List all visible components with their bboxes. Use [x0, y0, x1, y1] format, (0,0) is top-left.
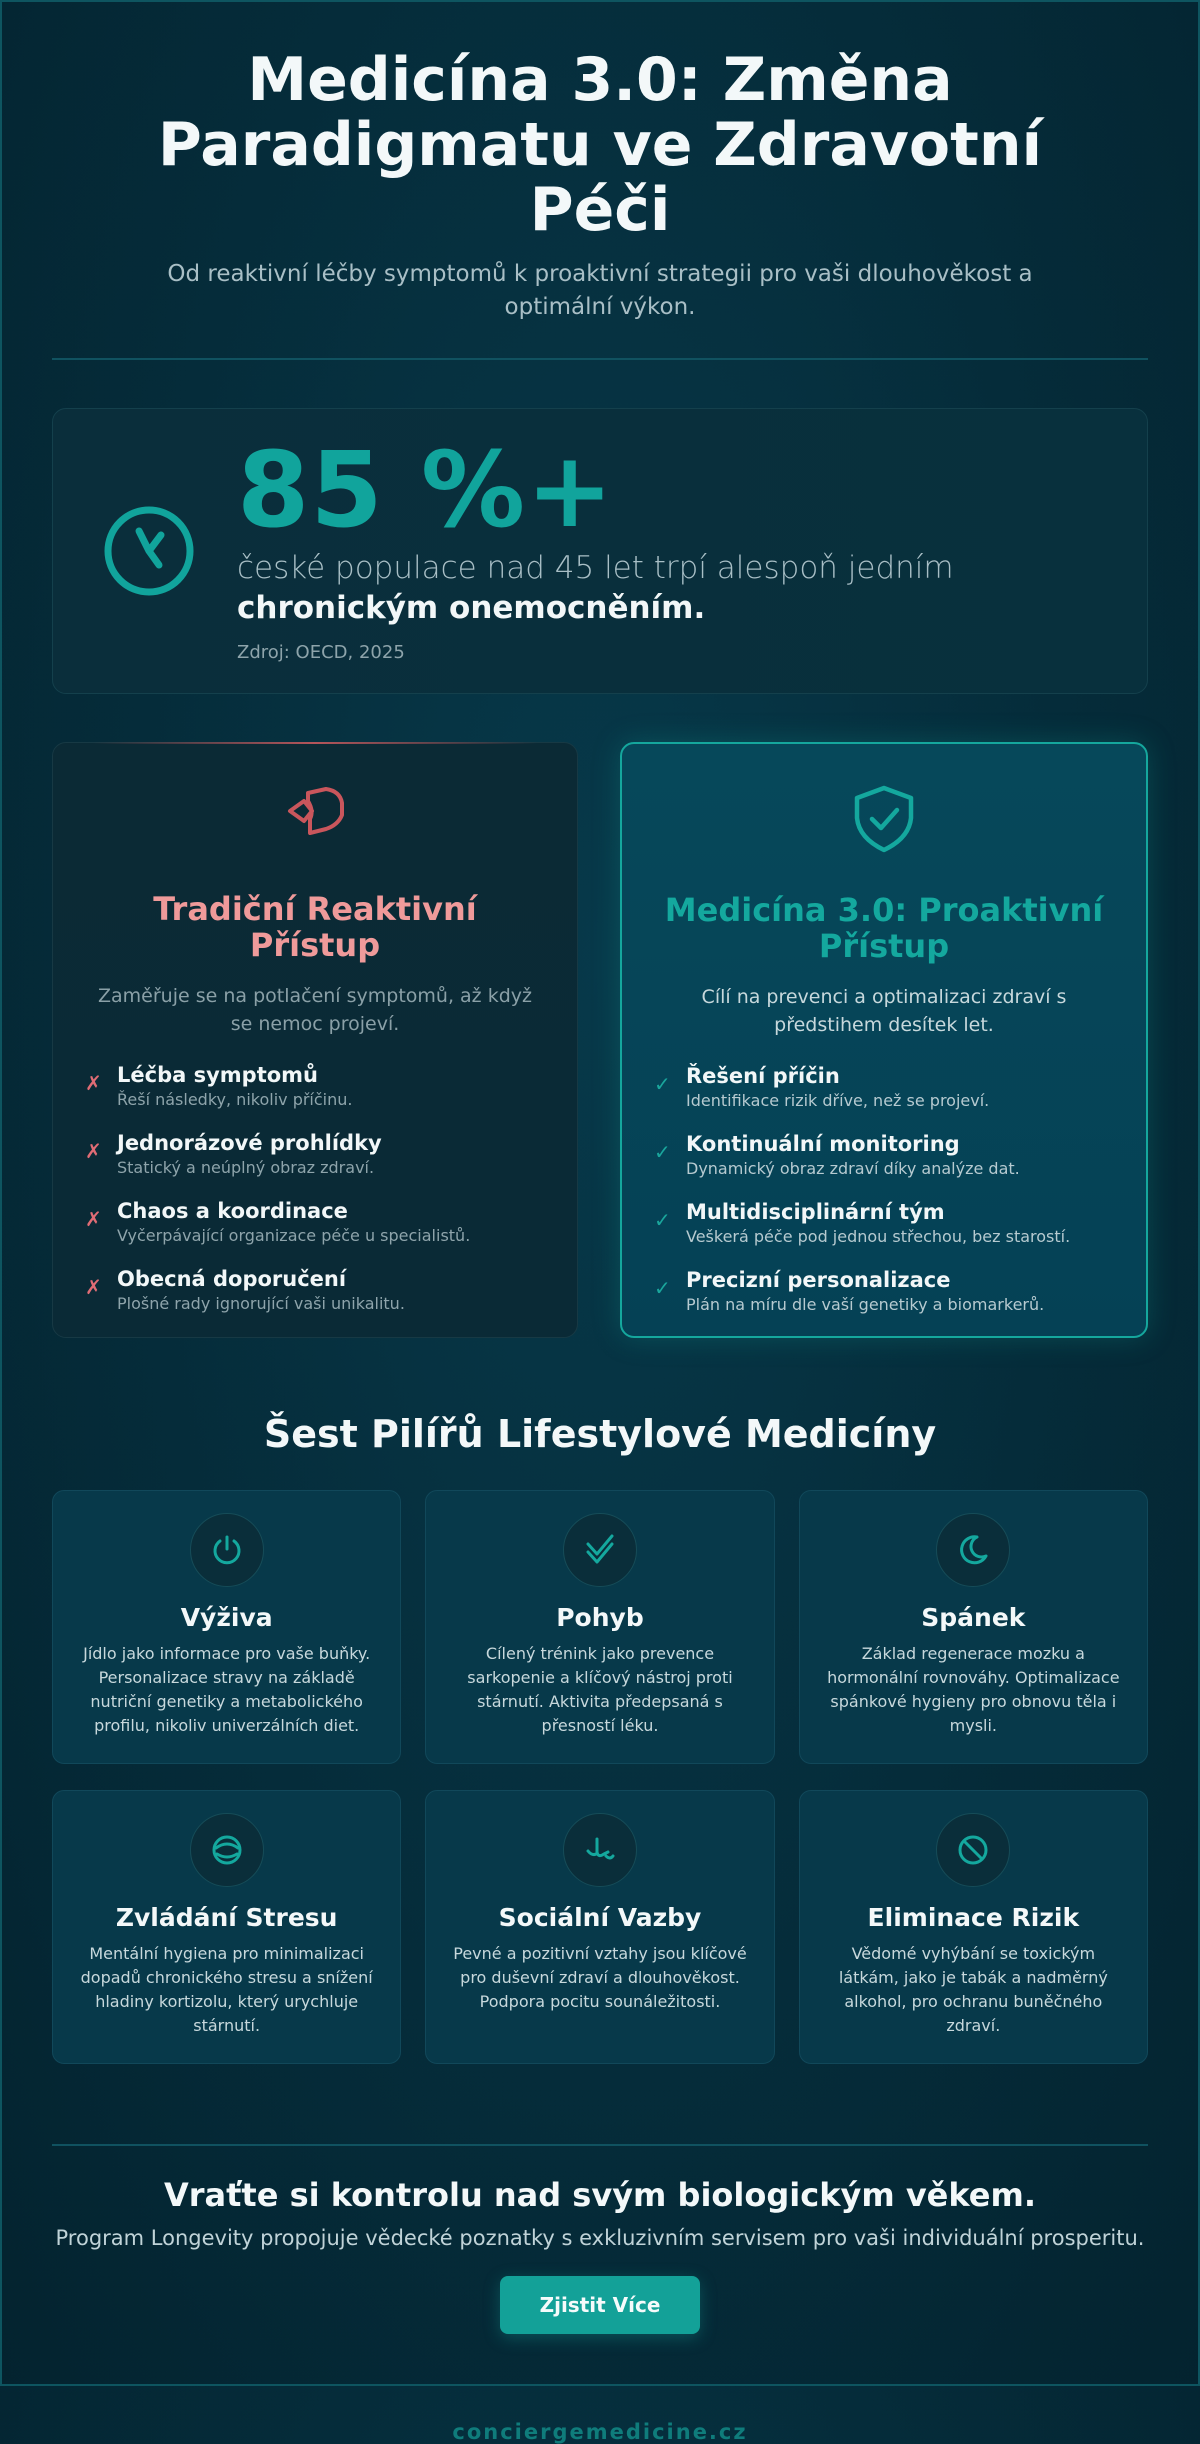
proactive-title: Medicína 3.0: Proaktivní Přístup [664, 890, 1104, 966]
pillar-icon-circle [190, 1513, 264, 1587]
page-title: Medicína 3.0: Změna Paradigmatu ve Zdravotní Péči [157, 45, 1043, 245]
pillar-title: Pohyb [556, 1602, 644, 1632]
item-description: Řeší následky, nikoliv příčinu. [117, 1089, 353, 1109]
check-icon: ✓ [654, 1139, 671, 1164]
proactive-approach-card [620, 742, 1148, 1338]
list-item [85, 1131, 547, 1177]
approach-comparison [52, 742, 1148, 1338]
statistic-number: 85 %+ [237, 429, 615, 552]
list-item [85, 1267, 547, 1313]
check-icon: ✓ [654, 1275, 671, 1300]
item-description: Vyčerpávající organizace péče u specialistů. [117, 1225, 471, 1245]
statistic-line-2: chronickým onemocněním. [237, 590, 706, 627]
brain-icon [209, 1832, 245, 1868]
item-description: Dynamický obraz zdraví díky analýze dat. [686, 1158, 1020, 1178]
footer-domain: conciergemedicine.cz [452, 2419, 748, 2444]
item-description: Veškerá péče pod jednou střechou, bez starostí. [686, 1226, 1071, 1246]
cross-icon: ✗ [85, 1138, 102, 1163]
pillar-icon-circle [563, 1513, 637, 1587]
learn-more-button[interactable]: Zjistit Více [500, 2276, 700, 2334]
check-icon: ✓ [654, 1207, 671, 1232]
item-title: Chaos a koordinace [117, 1198, 348, 1223]
statistic-text [237, 429, 954, 664]
item-description: Identifikace rizik dříve, než se projeví. [686, 1090, 990, 1110]
pillars-grid [52, 1490, 1148, 2064]
item-title: Precizní personalizace [686, 1267, 951, 1292]
check-icon: ✓ [654, 1071, 671, 1096]
moon-icon [955, 1532, 991, 1568]
item-title: Léčba symptomů [117, 1062, 318, 1087]
shield-check-icon [847, 782, 921, 856]
traditional-title: Tradiční Reaktivní Přístup [153, 889, 477, 965]
pillar-icon-circle [190, 1813, 264, 1887]
pillar-card-social [425, 1790, 774, 2064]
item-title: Jednorázové prohlídky [117, 1130, 382, 1155]
list-item [654, 1268, 1116, 1314]
pillar-description: Vědomé vyhýbání se toxickým látkám, jako je tabák a nadměrný alkohol, pro ochranu buněčného zdraví. [838, 1943, 1108, 2035]
call-to-action [52, 2176, 1148, 2334]
item-title: Obecná doporučení [117, 1266, 347, 1291]
pillar-card-nutrition [52, 1490, 401, 1764]
power-icon [209, 1532, 245, 1568]
cross-icon: ✗ [85, 1070, 102, 1095]
statistic-card [52, 408, 1148, 694]
pillar-description: Cílený trénink jako prevence sarkopenie a klíčový nástroj proti stárnutí. Aktivita předepsaná s přesností léku. [467, 1643, 733, 1735]
proactive-list [652, 1064, 1116, 1314]
list-item [654, 1200, 1116, 1246]
handshake-icon [582, 1832, 618, 1868]
cross-icon: ✗ [85, 1206, 102, 1231]
pillar-card-stress [52, 1790, 401, 2064]
pillar-card-sleep [799, 1490, 1148, 1764]
page-subtitle: Od reaktivní léčby symptomů k proaktivní strategii pro vaši dlouhověkost a optimální výkon. [167, 261, 1033, 321]
item-title: Multidisciplinární tým [686, 1199, 945, 1224]
item-description: Plošné rady ignorující vaši unikalitu. [117, 1293, 405, 1313]
pillar-title: Spánek [921, 1602, 1026, 1632]
pillar-title: Výživa [180, 1602, 273, 1632]
clock-icon [103, 505, 195, 597]
traditional-approach-card [52, 742, 578, 1338]
pillar-icon-circle [563, 1813, 637, 1887]
prohibited-icon [955, 1832, 991, 1868]
pillar-card-movement [425, 1490, 774, 1764]
cross-icon: ✗ [85, 1274, 102, 1299]
list-item [85, 1063, 547, 1109]
traditional-list [83, 1063, 547, 1313]
list-item [654, 1064, 1116, 1110]
pillar-card-risk [799, 1790, 1148, 2064]
pillar-description: Jídlo jako informace pro vaše buňky. Personalizace stravy na základě nutriční genetiky a metabolického profilu, nikoliv univerzálních diet. [83, 1643, 371, 1735]
proactive-description: Cílí na prevenci a optimalizaci zdraví s předstihem desítek let. [701, 985, 1067, 1037]
pillars-heading: Šest Pilířů Lifestylové Medicíny [263, 1411, 937, 1456]
list-item [654, 1132, 1116, 1178]
infographic-page [2, 2, 1198, 2444]
list-item [85, 1199, 547, 1245]
header-divider [52, 358, 1148, 360]
pillar-title: Eliminace Rizik [867, 1902, 1080, 1932]
double-check-icon [582, 1532, 618, 1568]
pillar-icon-circle [936, 1513, 1010, 1587]
pillar-title: Sociální Vazby [498, 1902, 702, 1932]
pillar-description: Pevné a pozitivní vztahy jsou klíčové pro duševní zdraví a dlouhověkost. Podpora pocitu sounáležitosti. [453, 1943, 747, 2011]
cta-divider [52, 2144, 1148, 2146]
pillar-title: Zvládání Stresu [115, 1902, 338, 1932]
item-title: Kontinuální monitoring [686, 1131, 960, 1156]
pillar-icon-circle [936, 1813, 1010, 1887]
pillar-description: Základ regenerace mozku a hormonální rovnováhy. Optimalizace spánkové hygieny pro obnovu těla i mysli. [827, 1643, 1120, 1735]
pill-icon [278, 781, 352, 855]
statistic-line-1: české populace nad 45 let trpí alespoň jedním [237, 550, 954, 587]
pillar-description: Mentální hygiena pro minimalizaci dopadů chronického stresu a snížení hladiny kortizolu, který urychluje stárnutí. [80, 1943, 373, 2035]
header [52, 2, 1148, 324]
item-title: Řešení příčin [686, 1063, 840, 1088]
traditional-description: Zaměřuje se na potlačení symptomů, až když se nemoc projeví. [98, 984, 532, 1036]
statistic-source: Zdroj: OECD, 2025 [237, 642, 405, 664]
cta-text: Program Longevity propojuje vědecké poznatky s exkluzivním servisem pro vaši individuální prosperitu. [55, 2225, 1145, 2250]
item-description: Plán na míru dle vaší genetiky a biomarkerů. [686, 1294, 1045, 1314]
cta-heading: Vraťte si kontrolu nad svým biologickým věkem. [163, 2175, 1036, 2214]
item-description: Statický a neúplný obraz zdraví. [117, 1157, 375, 1177]
